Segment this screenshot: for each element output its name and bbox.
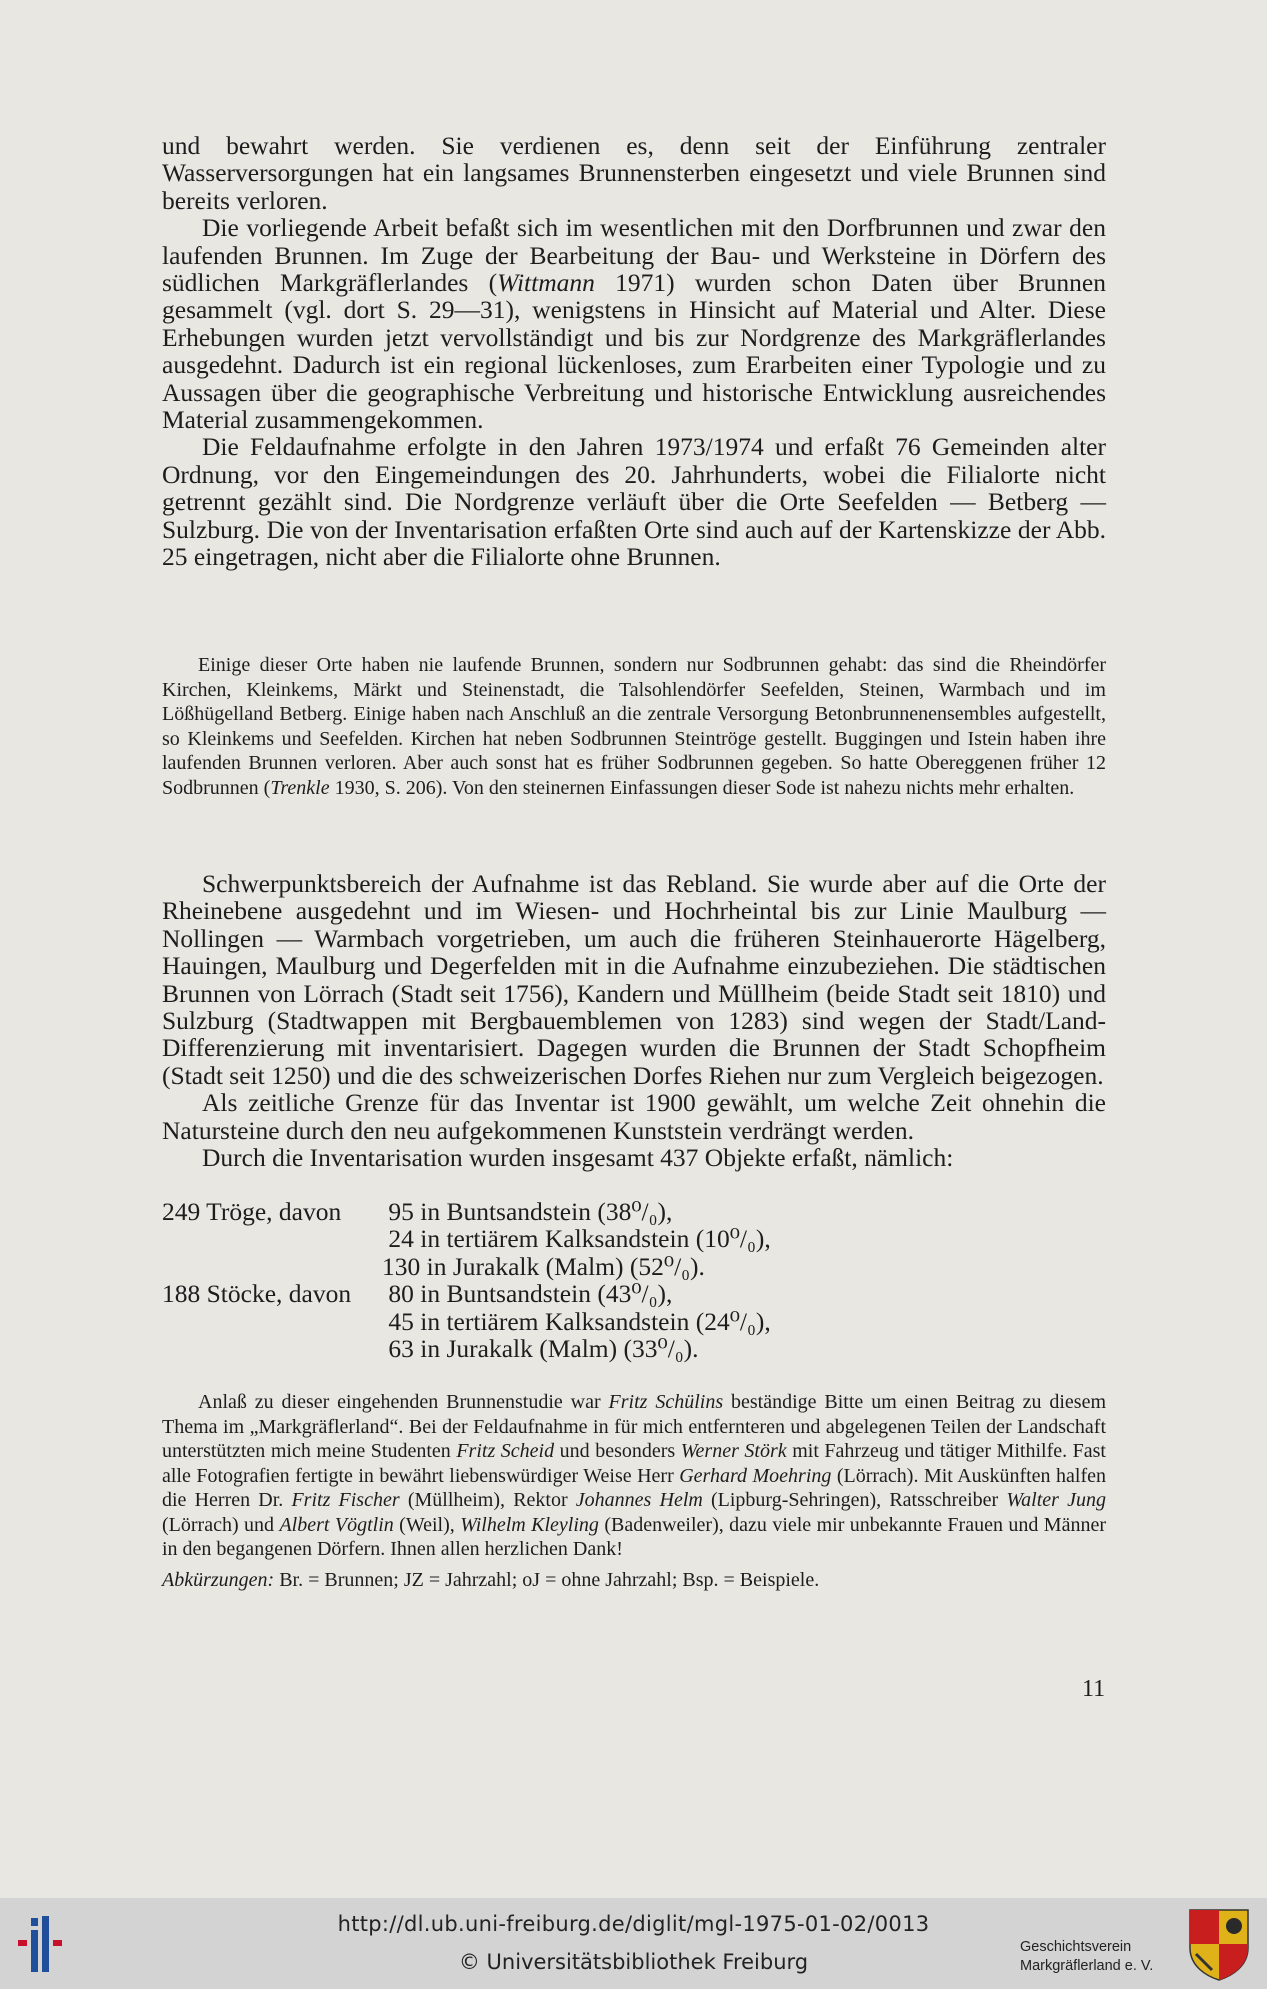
- viewer-footer: [0, 1898, 1267, 1989]
- inventory-value: 130 in Jurakalk (Malm) (52⁰/₀).: [382, 1251, 705, 1281]
- inventory-value: 95 in Buntsandstein (38⁰/₀),: [382, 1197, 673, 1226]
- inventory-label: [162, 1308, 382, 1335]
- inventory-label: [162, 1335, 382, 1362]
- coat-of-arms-icon: [1188, 1908, 1250, 1982]
- inventory-label: [162, 1253, 382, 1280]
- abbreviations-label: Abkürzungen:: [162, 1568, 275, 1591]
- inventory-label: [162, 1225, 382, 1252]
- author-citation: Wittmann: [497, 268, 595, 298]
- paragraph-4: Schwerpunktsbereich der Aufnahme ist das Rebland. Sie wurde aber auf die Orte der Rheinebene ausgedehnt und im Wiesen- und Hochrheintal bis zur Linie Maulburg — Nollingen — Warmbach vorgetrieben, um auch die früheren Steinhauerorte Hägelberg, Hauingen, Maulburg und Degerfelden mit in die Aufnahme einzubeziehen. Die städtischen Brunnen von Lörrach (Stadt seit 1756), Kandern und Müllheim (beide Stadt seit 1810) und Sulzburg (Stadtwappen mit Bergbauemblemen von 1283) sind wegen der Stadt/Land-Differenzierung mit inventarisiert. Dagegen wurden die Brunnen der Stadt Schopfheim (Stadt seit 1250) und die des schweizerischen Dorfes Riehen nur zum Vergleich beigezogen.: [162, 869, 1106, 1090]
- paragraph-3: Die Feldaufnahme erfolgte in den Jahren 1973/1974 und erfaßt 76 Gemeinden alter Ordnung, vor den Eingemeindungen des 20. Jahrhunderts, wobei die Filialorte nicht getrennt gezählt sind. Die Nordgrenze verläuft über die Orte Seefelden — Betberg — Sulzburg. Die von der Inventarisation erfaßten Orte sind auch auf der Kartenskizze der Abb. 25 eingetragen, nicht aber die Filialorte ohne Brunnen.: [162, 432, 1106, 572]
- author-citation: Trenkle: [270, 776, 330, 799]
- note-block: [162, 653, 1106, 800]
- organization-name: Geschichtsverein Markgräflerland e. V.: [1020, 1939, 1154, 1974]
- abbreviations-line: Abkürzungen: Br. = Brunnen; JZ = Jahrzahl; oJ = ohne Jahrzahl; Bsp. = Beispiele.: [162, 1568, 820, 1591]
- paragraph-2: Die vorliegende Arbeit befaßt sich im wesentlichen mit den Dorfbrunnen und zwar den laufenden Brunnen. Im Zuge der Bearbeitung der Bau- und Werksteine in Dörfern des südlichen Markgräflerlandes (Wittmann 1971) wurden schon Daten über Brunnen gesammelt (vgl. dort S. 29—31), wenigstens in Hinsicht auf Material und Alter. Diese Erhebungen wurden jetzt vervollständigt und bis zur Nordgrenze des Markgräflerlandes ausgedehnt. Dadurch ist ein regional lückenloses, zum Erarbeiten einer Typologie und zu Aussagen über die geographische Verbreitung und historische Entwicklung ausreichendes Material zusammengekommen.: [162, 213, 1106, 435]
- page-number: 11: [1082, 1676, 1106, 1702]
- acknowledgement-paragraph: Anlaß zu dieser eingehenden Brunnenstudie war Fritz Schülins beständige Bitte um einen Beitrag zu diesem Thema im „Markgräflerland“. Bei der Feldaufnahme in für mich entfernteren und abgelegenen Teilen der Landschaft unterstützten mich meine Studenten Fritz Scheid und besonders Werner Störk mit Fahrzeug und tätiger Mithilfe. Fast alle Fotografien fertigte in bewährt liebenswürdiger Weise Herr Gerhard Moehring (Lörrach). Mit Auskünften halfen die Herren Dr. Fritz Fischer (Müllheim), Rektor Johannes Helm (Lipburg-Sehringen), Ratsschreiber Walter Jung (Lörrach) und Albert Vögtlin (Weil), Wilhelm Kleyling (Badenweiler), dazu viele mir unbekannte Frauen und Männer in den begangenen Dörfern. Ihnen allen herzlichen Dank!: [162, 1391, 1107, 1560]
- document-url-link[interactable]: http://dl.ub.uni-freiburg.de/diglit/mgl-1975-01-02/0013: [337, 1912, 930, 1936]
- inventory-value: 24 in tertiärem Kalksandstein (10⁰/₀),: [382, 1224, 771, 1254]
- main-text-block-2: [162, 870, 1106, 1171]
- inventory-list: [162, 1198, 1106, 1362]
- inventory-value: 80 in Buntsandstein (43⁰/₀),: [382, 1279, 673, 1309]
- copyright-text: © Universitätsbibliothek Freiburg: [458, 1950, 809, 1974]
- acknowledgement-block: [162, 1390, 1106, 1592]
- note-paragraph: Einige dieser Orte haben nie laufende Brunnen, sondern nur Sodbrunnen gehabt: das sind die Rheindörfer Kirchen, Kleinkems, Märkt und Steinenstadt, die Talsohlendörfer Seefelden, Steinen, Warmbach und im Lößhügelland Betberg. Einige haben nach Anschluß an die zentrale Versorgung Betonbrunnenensembles aufgestellt, so Kleinkems und Seefelden. Kirchen hat neben Sodbrunnen Steintröge gestellt. Buggingen und Istein haben ihre laufenden Brunnen verloren. Aber auch sonst hat es früher Sodbrunnen gegeben. So hatte Obereggenen früher 12 Sodbrunnen (Trenkle 1930, S. 206). Von den steinernen Einfassungen dieser Sode ist nahezu nichts mehr erhalten.: [162, 654, 1106, 799]
- paragraph-1: und bewahrt werden. Sie verdienen es, denn seit der Einführung zentraler Wasserversorgungen hat ein langsames Brunnensterben eingesetzt und viele Brunnen sind bereits verloren.: [162, 131, 1106, 215]
- inventory-label: 249 Tröge, davon: [162, 1197, 342, 1226]
- paragraph-5: Als zeitliche Grenze für das Inventar ist 1900 gewählt, um welche Zeit ohnehin die Natursteine durch den neu aufgekommenen Kunststein verdrängt werden.: [162, 1088, 1106, 1145]
- inventory-value: 45 in tertiärem Kalksandstein (24⁰/₀),: [382, 1306, 771, 1336]
- main-text-block-1: [162, 132, 1106, 571]
- inventory-label: 188 Stöcke, davon: [162, 1279, 352, 1309]
- inventory-value: 63 in Jurakalk (Malm) (33⁰/₀).: [382, 1334, 699, 1364]
- paragraph-6: Durch die Inventarisation wurden insgesamt 437 Objekte erfaßt, nämlich:: [202, 1143, 954, 1173]
